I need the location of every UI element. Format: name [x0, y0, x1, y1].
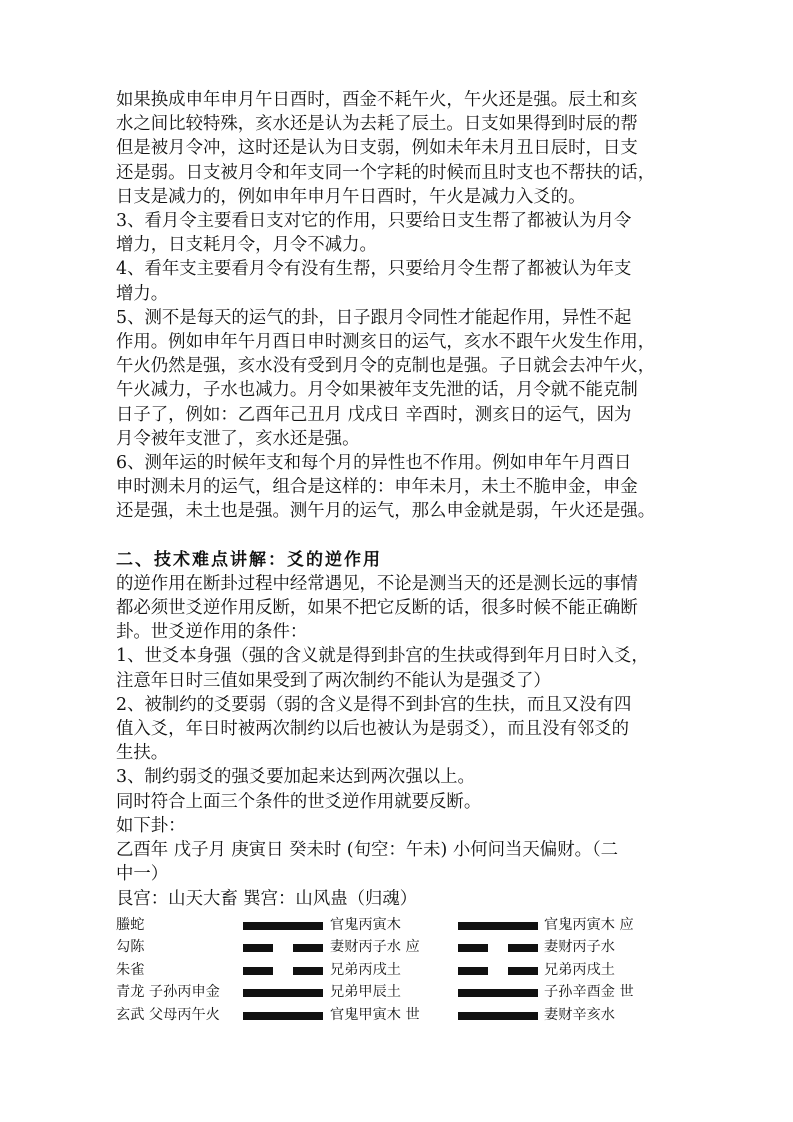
right-gua-yao-label: 兄弟丙戌土 [544, 961, 615, 978]
hexagram-row [116, 935, 688, 958]
left-gua-yao-label: 官鬼甲寅木 世 [330, 1006, 420, 1023]
body-line: 月令被年支泄了，亥水还是强。 [116, 428, 360, 449]
body-line: 注意年日时三值如果受到了两次制约不能认为是强爻了） [116, 670, 551, 691]
body-line: 午火仍然是强，亥水没有受到月令的克制也是强。子日就会去冲午火， [116, 356, 656, 377]
six-spirit-label: 勾陈 [116, 939, 145, 956]
hexagram-row [116, 913, 688, 936]
body-line: 艮宫：山天大畜 巽宫：山风蛊（归魂） [116, 888, 418, 909]
hexagram-row [116, 1003, 688, 1026]
right-gua-yao-label: 子孙辛酉金 世 [544, 984, 634, 1001]
six-spirit-label: 青龙 子孙丙申金 [116, 984, 220, 1001]
body-line: 日支是减力的，例如申年申月午日酉时，午火是减力入爻的。 [116, 186, 586, 207]
body-line: 中一） [116, 864, 169, 885]
body-line: 乙酉年 戊子月 庚寅日 癸未时 (旬空：午未) 小何问当天偏财。（二 [116, 840, 619, 861]
body-line: 申时测未月的运气，组合是这样的：申年未月，未土不脆申金，申金 [116, 477, 638, 498]
body-line: 午火减力，子水也减力。月令如果被年支先泄的话，月令就不能克制 [116, 380, 638, 401]
body-text-top [116, 88, 688, 524]
left-gua-yao-label: 兄弟甲辰土 [330, 984, 401, 1001]
body-line: 5、测不是每天的运气的卦，日子跟月令同性才能起作用，异性不起 [116, 307, 632, 328]
body-line: 如下卦： [116, 815, 186, 836]
section-heading: 二、技术难点讲解：爻的逆作用 [116, 549, 382, 570]
left-gua-yao-label: 妻财丙子水 应 [330, 939, 420, 956]
hexagram-table [116, 913, 688, 1026]
six-spirit-label: 玄武 父母丙午火 [116, 1006, 220, 1023]
six-spirit-label: 螣蛇 [116, 916, 145, 933]
right-gua-yao-label: 妻财丙子水 [544, 939, 615, 956]
hexagram-row [116, 958, 688, 981]
body-text-bottom [116, 572, 688, 911]
body-line: 同时符合上面三个条件的世爻逆作用就要反断。 [116, 791, 482, 812]
body-line: 如果换成申年申月午日酉时，酉金不耗午火，午火还是强。辰土和亥 [116, 90, 638, 110]
body-line: 卦。世爻逆作用的条件： [116, 622, 308, 643]
body-line: 3、制约弱爻的强爻要加起来达到两次强以上。 [116, 767, 475, 788]
body-line: 6、测年运的时候年支和每个月的异性也不作用。例如申年午月酉日 [116, 453, 632, 474]
body-line: 作用。例如申年午月酉日申时测亥日的运气，亥水不跟午火发生作用， [116, 332, 656, 353]
document-page [116, 88, 688, 1025]
body-line: 2、被制约的爻要弱（弱的含义是得不到卦宫的生扶，而且又没有四 [116, 694, 632, 715]
body-line: 但是被月令冲，这时还是认为日支弱，例如未年未月丑日辰时，日支 [116, 138, 638, 159]
body-line: 都必须世爻逆作用反断，如果不把它反断的话，很多时候不能正确断 [116, 598, 638, 619]
body-line: 增力，日支耗月令，月令不减力。 [116, 235, 377, 256]
body-line: 水之间比较特殊，亥水还是认为去耗了辰土。日支如果得到时辰的帮 [116, 114, 638, 135]
left-gua-yao-label: 官鬼丙寅木 [330, 916, 401, 933]
body-line: 1、世爻本身强（强的含义就是得到卦宫的生扶或得到年月日时入爻， [116, 646, 649, 667]
body-line: 增力。 [116, 283, 169, 304]
left-gua-yao-label: 兄弟丙戌土 [330, 961, 401, 978]
body-line: 日子了，例如：乙酉年己丑月 戊戌日 辛酉时，测亥日的运气，因为 [116, 404, 632, 425]
body-line: 4、看年支主要看月令有没有生帮，只要给月令生帮了都被认为年支 [116, 259, 632, 280]
body-line: 生扶。 [116, 743, 169, 764]
right-gua-yao-label: 官鬼丙寅木 应 [544, 916, 634, 933]
body-line: 还是强，未土也是强。测午月的运气，那么申金就是弱，午火还是强。 [116, 501, 656, 522]
body-line: 还是弱。日支被月令和年支同一个字耗的时候而且时支也不帮扶的话， [116, 162, 656, 183]
hexagram-row [116, 980, 688, 1003]
body-line: 的逆作用在断卦过程中经常遇见，不论是测当天的还是测长远的事情 [116, 573, 638, 594]
six-spirit-label: 朱雀 [116, 961, 145, 978]
body-line: 值入爻，年日时被两次制约以后也被认为是弱爻），而且没有邻爻的 [116, 719, 630, 740]
right-gua-yao-label: 妻财辛亥水 [544, 1006, 615, 1023]
body-line: 3、看月令主要看日支对它的作用，只要给日支生帮了都被认为月令 [116, 211, 632, 232]
